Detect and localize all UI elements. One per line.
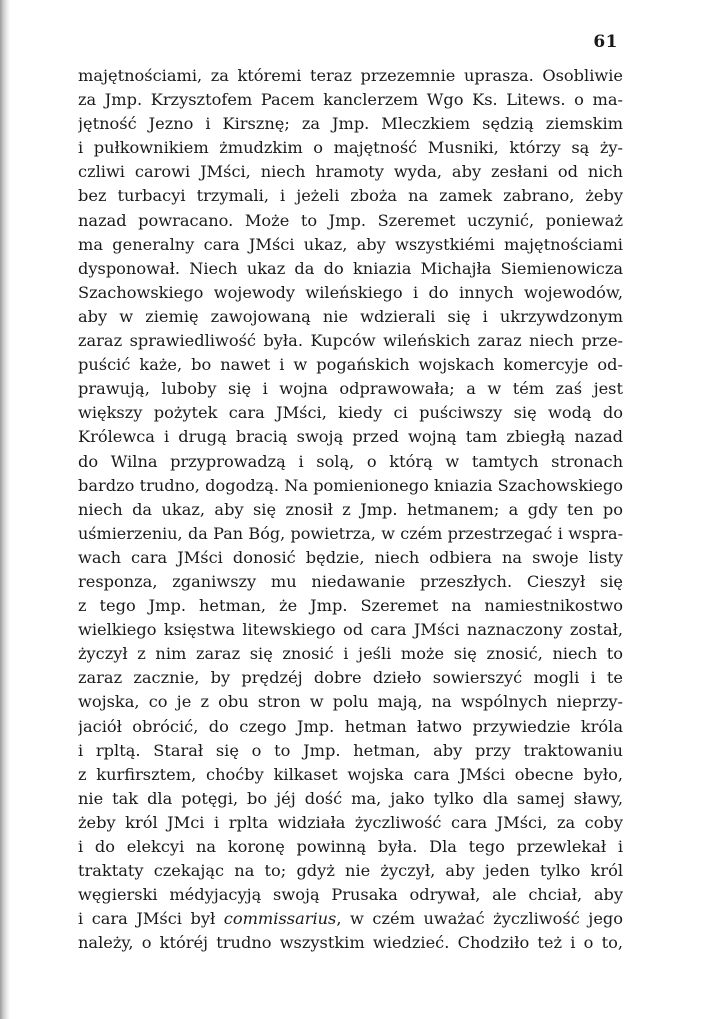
text-line: uśmierzeniu, da Pan Bóg, powietrza, w czém przestrzegać i wspra- (78, 523, 623, 543)
text-line-with-italic (78, 907, 623, 931)
text-line: ma generalny cara JMści ukaz, aby wszystkiémi majętnościami (78, 234, 623, 254)
text-line: wielkiego księstwa litewskiego od cara JMści naznaczony został, (78, 620, 623, 640)
text-line: z tego Jmp. hetman, że Jmp. Szeremet na namiestnikostwo (78, 596, 623, 616)
scan-edge-shadow (0, 0, 10, 1019)
italic-term: commissarius (223, 909, 337, 929)
text-line: i rpltą. Starał się o to Jmp. hetman, aby przy traktowaniu (78, 740, 623, 760)
text-line: responza, zganiwszy mu niedawanie przeszłych. Cieszył się (78, 571, 623, 591)
text-line: dysponował. Niech ukaz da do kniazia Michajła Siemienowicza (78, 258, 623, 278)
text-line: prawują, luboby się i wojna odprawowała; a w tém zaś jest (78, 379, 623, 399)
text-line: Szachowskiego wojewody wileńskiego i do innych wojewodów, (78, 282, 623, 302)
text-line: należy, o któréj trudno wszystkim wiedzieć. Chodziło też i o to, (78, 933, 623, 953)
text-line: nie tak dla potęgi, bo jéj dość ma, jako tylko dla samej sławy, (78, 788, 623, 808)
text-line: niech da ukaz, aby się znosił z Jmp. hetmanem; a gdy ten po (78, 499, 623, 519)
text-line: zaraz sprawiedliwość była. Kupców wileńskich zaraz niech prze- (78, 331, 623, 351)
text-line: życzył z nim zaraz się znosić i jeśli może się znosić, niech to (78, 644, 623, 664)
text-line: jętność Jezno i Kirsznę; za Jmp. Mleczkiem sędzią ziemskim (78, 114, 623, 134)
text-line: i do elekcyi na koronę powinną była. Dla tego przewlekał i (78, 837, 623, 856)
text-line: węgierski médyjacyją swoją Prusaka odrywał, ale chciał, aby (78, 885, 623, 905)
text-line: majętnościami, za któremi teraz przezemnie uprasza. Osobliwie (78, 66, 623, 85)
text-line: czliwi carowi JMści, niech hramoty wyda, aby zesłani od nich (78, 162, 623, 182)
text-line: żeby król JMci i rplta widziała życzliwość cara JMści, za coby (78, 812, 623, 832)
text-segment: i cara JMści był (78, 909, 216, 929)
text-line: bardzo trudno, dogodzą. Na pomienionego kniazia Szachowskiego (78, 475, 623, 495)
text-segment: , w czém uważać życzliwość jego (336, 909, 623, 929)
page-number: 61 (593, 32, 618, 52)
text-line: Królewca i drugą bracią swoją przed wojną tam zbiegłą nazad (78, 427, 623, 447)
text-line: z kurfirsztem, choćby kilkaset wojska cara JMści obecne było, (78, 764, 623, 784)
text-line: zaraz zacznie, by prędzéj dobre dzieło sowierszyć mogli i te (78, 668, 623, 688)
text-line: nazad powracano. Może to Jmp. Szeremet uczynić, ponieważ (78, 210, 623, 230)
text-line: do Wilna przyprowadzą i solą, o którą w tamtych stronach (78, 451, 623, 471)
text-line: większy pożytek cara JMści, kiedy ci puściwszy się wodą do (78, 403, 623, 423)
text-line: aby w ziemię zawojowaną nie wdzierali się i ukrzywdzonym (78, 306, 623, 326)
text-line: za Jmp. Krzysztofem Pacem kanclerzem Wgo Ks. Litews. o ma- (78, 90, 623, 110)
body-text (78, 64, 623, 955)
text-line: i pułkownikiem żmudzkim o majętność Musniki, którzy są ży- (78, 138, 623, 158)
text-line: wach cara JMści donosić będzie, niech odbiera na swoje listy (78, 547, 623, 567)
text-line: traktaty czekając na to; gdyż nie życzył, aby jeden tylko król (78, 861, 623, 881)
text-line: bez turbacyi trzymali, i jeżeli zboża na zamek zabrano, żeby (78, 186, 623, 206)
text-line: jaciół obrócić, do czego Jmp. hetman łatwo przywiedzie króla (78, 716, 623, 736)
text-line: wojska, co je z obu stron w polu mają, na wspólnych nieprzy- (78, 692, 623, 712)
text-line: puścić każe, bo nawet i w pogańskich wojskach komercyje od- (78, 355, 623, 375)
